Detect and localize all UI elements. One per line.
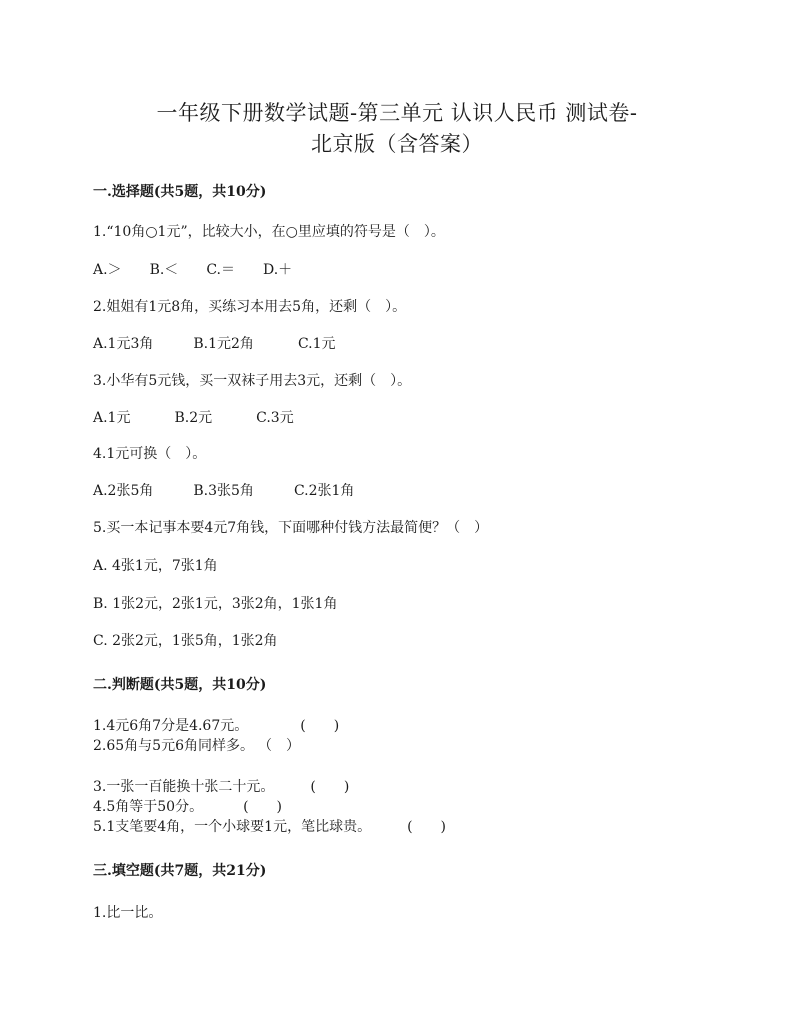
section-choice-heading: 一.选择题(共5题，共10分): [93, 184, 267, 200]
question-5-option-b: B. 1张2元，2张1元，3张2角，1张1角: [93, 596, 338, 612]
option-b: B.2元: [174, 410, 213, 426]
section-fill-heading: 三.填空题(共7题，共21分): [93, 863, 267, 879]
section-judge-heading: 二.判断题(共5题，共10分): [93, 677, 267, 693]
judge-item-text: 5.1支笔要4角，一个小球要1元，笔比球贵。: [93, 819, 372, 835]
judge-item-3: [93, 776, 349, 796]
option-c: C.＝: [206, 262, 235, 278]
option-d: D.＋: [262, 262, 293, 278]
answer-blank: ( ): [310, 779, 350, 795]
option-a: A.1元: [93, 410, 131, 426]
question-4-options: [93, 480, 354, 500]
question-3-options: [93, 407, 294, 427]
answer-blank: ( ): [407, 819, 447, 835]
option-c: C.2张1角: [293, 483, 355, 499]
option-a: A.1元3角: [93, 336, 154, 352]
question-5: 5.买一本记事本要4元7角钱，下面哪种付钱方法最简便？（ ）: [93, 520, 489, 536]
option-b: B.＜: [149, 262, 179, 278]
option-c: C.1元: [297, 336, 336, 352]
question-5-option-c: C. 2张2元，1张5角，1张2角: [93, 633, 278, 649]
answer-blank: （ ）: [258, 738, 300, 754]
option-a: A.＞: [93, 262, 122, 278]
title-line-1: 一年级下册数学试题-第三单元 认识人民币 测试卷-: [156, 101, 638, 125]
judge-item-text: 1.4元6角7分是4.67元。: [93, 718, 249, 734]
option-a: A.2张5角: [93, 483, 154, 499]
judge-item-4: [93, 796, 282, 816]
question-3: 3.小华有5元钱，买一双袜子用去3元，还剩（ ）。: [93, 373, 412, 389]
judge-item-text: 3.一张一百能换十张二十元。: [93, 779, 275, 795]
judge-item-text: 2.65角与5元6角同样多。: [93, 738, 254, 754]
question-5-option-a: A. 4张1元，7张1角: [93, 558, 218, 574]
question-2-options: [93, 333, 336, 353]
answer-blank: ( ): [300, 718, 340, 734]
title-line-2: 北京版（含答案）: [311, 132, 483, 156]
option-b: B.1元2角: [193, 336, 254, 352]
judge-item-1: [93, 715, 339, 735]
fill-question-1: 1.比一比。: [93, 905, 163, 921]
option-b: B.3张5角: [193, 483, 254, 499]
question-1-options: [93, 259, 292, 279]
judge-item-text: 4.5角等于50分。: [93, 799, 204, 815]
question-2: 2.姐姐有1元8角，买练习本用去5角，还剩（ ）。: [93, 299, 407, 315]
judge-item-2: [93, 735, 300, 755]
option-c: C.3元: [256, 410, 294, 426]
answer-blank: ( ): [243, 799, 283, 815]
judge-item-5: [93, 816, 446, 836]
question-4: 4.1元可换（ ）。: [93, 446, 207, 462]
question-1: 1.“10角○1元”，比较大小，在○里应填的符号是（ ）。: [93, 224, 445, 240]
